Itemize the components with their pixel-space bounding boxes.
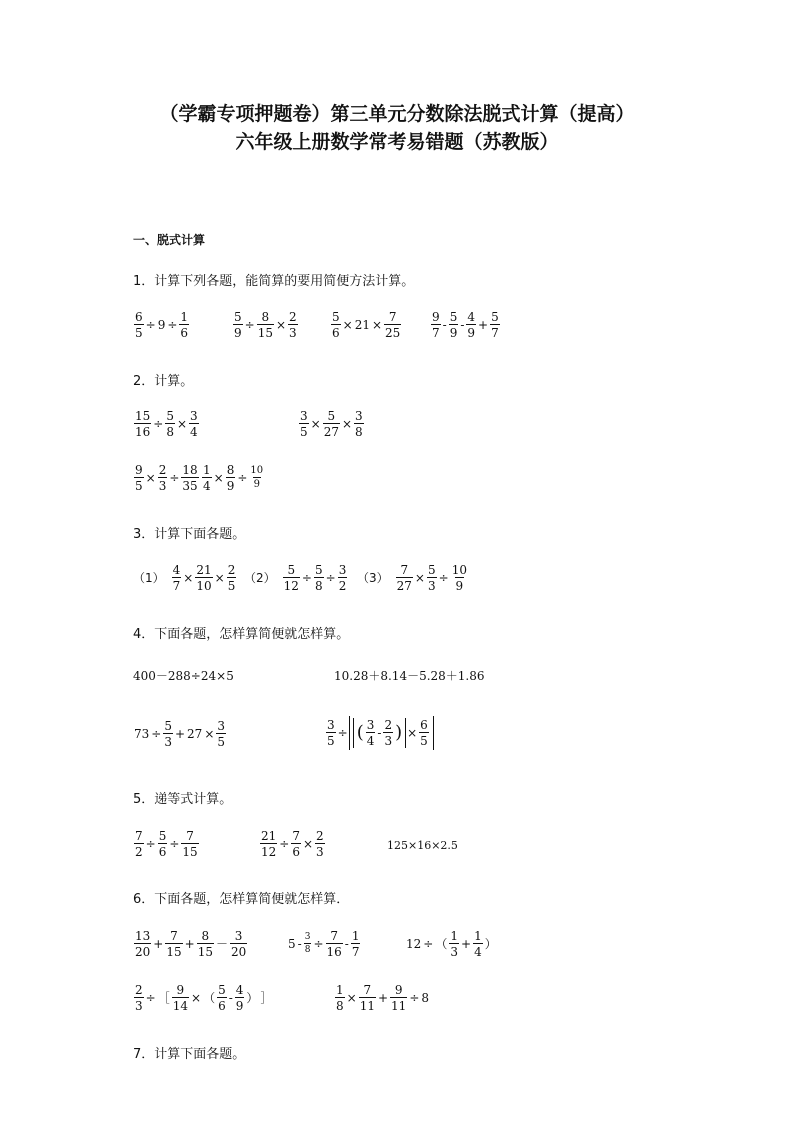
math-symbol: - bbox=[344, 937, 349, 951]
fraction bbox=[235, 984, 245, 1012]
fraction bbox=[134, 464, 144, 492]
fraction bbox=[473, 930, 483, 958]
denominator: 16 bbox=[326, 945, 342, 959]
numerator: 3 bbox=[338, 563, 347, 577]
math-symbol: × bbox=[414, 571, 425, 585]
math-symbol: - bbox=[228, 991, 233, 1005]
numerator: 5 bbox=[491, 310, 499, 324]
fraction bbox=[134, 984, 144, 1012]
q1-expr-3 bbox=[330, 311, 402, 339]
math-symbol: ） bbox=[484, 937, 497, 951]
math-symbol: （2） bbox=[244, 571, 276, 585]
numerator: 10 bbox=[250, 465, 264, 476]
numerator: 1 bbox=[203, 463, 211, 477]
denominator: 8 bbox=[166, 425, 174, 439]
question-7: 7．计算下面各题。 bbox=[133, 1047, 246, 1062]
fraction bbox=[172, 564, 182, 592]
fraction bbox=[134, 311, 144, 339]
q6-expr-1 bbox=[133, 930, 248, 958]
math-symbol: ÷ bbox=[145, 991, 156, 1005]
fraction bbox=[466, 311, 476, 339]
fraction bbox=[134, 410, 151, 438]
fraction bbox=[384, 311, 401, 339]
square-bracket-group bbox=[349, 716, 434, 750]
math-symbol: - bbox=[297, 937, 302, 951]
page-title: （学霸专项押题卷）第三单元分数除法脱式计算（提高） bbox=[159, 103, 635, 125]
fraction bbox=[217, 984, 227, 1012]
math-symbol: ÷ bbox=[153, 417, 164, 431]
numerator: 6 bbox=[420, 718, 428, 732]
denominator: 8 bbox=[314, 579, 323, 593]
fraction bbox=[181, 464, 198, 492]
denominator: 12 bbox=[261, 845, 277, 859]
fraction bbox=[249, 466, 264, 490]
question-3: 3．计算下面各题。 bbox=[133, 527, 246, 542]
denominator: 5 bbox=[135, 326, 143, 340]
math-symbol: ÷ bbox=[169, 471, 180, 485]
math-symbol: ÷ bbox=[237, 471, 248, 485]
numerator: 7 bbox=[388, 310, 397, 324]
numerator: 21 bbox=[196, 563, 212, 577]
denominator: 20 bbox=[135, 945, 151, 959]
numerator: 3 bbox=[366, 718, 375, 732]
numerator: 3 bbox=[327, 718, 335, 732]
numerator: 5 bbox=[166, 409, 174, 423]
fraction bbox=[331, 311, 341, 339]
numerator: 5 bbox=[164, 719, 172, 733]
numerator: 8 bbox=[201, 929, 210, 943]
numerator: 2 bbox=[316, 829, 324, 843]
fraction bbox=[419, 719, 429, 747]
math-symbol: ÷ bbox=[337, 726, 348, 740]
fraction bbox=[490, 311, 500, 339]
denominator: 15 bbox=[197, 945, 213, 959]
fraction bbox=[299, 410, 309, 438]
numerator: 5 bbox=[234, 310, 242, 324]
denominator: 9 bbox=[449, 326, 458, 340]
math-symbol: － bbox=[215, 937, 228, 951]
math-symbol: ÷ bbox=[167, 318, 178, 332]
numerator: 7 bbox=[330, 929, 338, 943]
fraction bbox=[431, 311, 441, 339]
denominator: 2 bbox=[135, 845, 143, 859]
math-symbol: + bbox=[478, 318, 489, 332]
fraction bbox=[134, 830, 144, 858]
math-symbol: ÷ bbox=[313, 937, 324, 951]
fraction bbox=[326, 719, 336, 747]
numerator: 7 bbox=[292, 829, 300, 843]
fraction bbox=[383, 719, 393, 747]
numerator: 7 bbox=[135, 829, 143, 843]
fraction bbox=[288, 311, 298, 339]
numerator: 2 bbox=[289, 310, 297, 324]
denominator: 6 bbox=[158, 845, 167, 859]
fraction bbox=[197, 930, 214, 958]
math-symbol: （1） bbox=[133, 571, 165, 585]
math-symbol: + bbox=[153, 937, 164, 951]
numerator: 3 bbox=[190, 409, 198, 423]
question-5: 5．递等式计算。 bbox=[133, 792, 233, 807]
denominator: 6 bbox=[332, 326, 340, 340]
numerator: 7 bbox=[170, 929, 178, 943]
numerator: 1 bbox=[351, 929, 360, 943]
denominator: 3 bbox=[158, 479, 167, 493]
question-1: 1．计算下列各题，能简算的要用简便方法计算。 bbox=[133, 274, 415, 289]
denominator: 3 bbox=[289, 326, 297, 340]
denominator: 4 bbox=[203, 479, 211, 493]
denominator: 3 bbox=[164, 735, 172, 749]
math-symbol: 21 bbox=[354, 318, 370, 332]
math-symbol: 12 bbox=[406, 937, 422, 951]
question-4: 4．下面各题，怎样算简便就怎样算。 bbox=[133, 627, 350, 642]
numerator: 13 bbox=[135, 929, 151, 943]
denominator: 5 bbox=[227, 579, 236, 593]
numerator: 9 bbox=[432, 310, 440, 324]
denominator: 25 bbox=[385, 326, 401, 340]
denominator: 14 bbox=[172, 999, 188, 1013]
numerator: 2 bbox=[158, 463, 167, 477]
q5-expr-2 bbox=[259, 830, 326, 858]
fraction bbox=[189, 410, 199, 438]
q6-expr-3 bbox=[405, 930, 498, 958]
fraction bbox=[260, 830, 277, 858]
fraction bbox=[335, 984, 345, 1012]
numerator: 5 bbox=[218, 983, 226, 997]
numerator: 15 bbox=[135, 409, 151, 423]
denominator: 8 bbox=[304, 945, 311, 955]
numerator: 1 bbox=[180, 310, 189, 324]
denominator: 11 bbox=[391, 999, 407, 1013]
denominator: 5 bbox=[217, 735, 226, 749]
denominator: 12 bbox=[283, 579, 299, 593]
fraction bbox=[230, 930, 247, 958]
numerator: 2 bbox=[384, 718, 393, 732]
numerator: 1 bbox=[450, 929, 458, 943]
numerator: 5 bbox=[314, 563, 323, 577]
denominator: 6 bbox=[180, 326, 189, 340]
numerator: 10 bbox=[451, 563, 467, 577]
numerator: 7 bbox=[186, 829, 194, 843]
q3-expr-2 bbox=[244, 564, 348, 592]
question-2: 2．计算。 bbox=[133, 374, 194, 389]
fraction bbox=[233, 311, 243, 339]
denominator: 10 bbox=[196, 579, 212, 593]
fraction bbox=[314, 564, 324, 592]
fraction bbox=[291, 830, 301, 858]
math-symbol: 10.28＋8.14－5.28＋1.86 bbox=[334, 669, 485, 683]
denominator: 9 bbox=[467, 326, 476, 340]
fraction bbox=[226, 464, 236, 492]
fraction bbox=[257, 311, 274, 339]
numerator: 4 bbox=[172, 563, 181, 577]
math-symbol: 125×16×2.5 bbox=[387, 839, 458, 852]
math-symbol: ÷ bbox=[301, 571, 312, 585]
math-symbol: ÷ bbox=[145, 318, 156, 332]
math-symbol: ÷ bbox=[325, 571, 336, 585]
fraction bbox=[390, 984, 407, 1012]
math-symbol: × bbox=[371, 318, 383, 332]
q5-expr-1 bbox=[133, 830, 200, 858]
numerator: 9 bbox=[394, 983, 403, 997]
fraction bbox=[172, 984, 189, 1012]
denominator: 4 bbox=[190, 425, 198, 439]
numerator: 3 bbox=[355, 409, 363, 423]
math-symbol: + bbox=[184, 937, 195, 951]
denominator: 20 bbox=[230, 945, 247, 959]
denominator: 9 bbox=[226, 479, 235, 493]
denominator: 8 bbox=[355, 425, 363, 439]
math-symbol: × bbox=[346, 991, 357, 1005]
denominator: 8 bbox=[336, 999, 344, 1013]
fraction bbox=[359, 984, 376, 1012]
denominator: 3 bbox=[384, 734, 393, 748]
denominator: 2 bbox=[338, 579, 347, 593]
section-heading: 一、脱式计算 bbox=[133, 233, 206, 247]
fraction bbox=[354, 410, 364, 438]
numerator: 9 bbox=[176, 983, 185, 997]
numerator: 5 bbox=[427, 563, 436, 577]
denominator: 9 bbox=[235, 999, 244, 1013]
numerator: 5 bbox=[327, 409, 336, 423]
math-symbol: 73 bbox=[134, 727, 150, 741]
math-symbol: × bbox=[341, 417, 353, 431]
fraction bbox=[181, 830, 198, 858]
numerator: 3 bbox=[300, 409, 308, 423]
math-symbol: 8 bbox=[421, 991, 430, 1005]
math-symbol: ÷ bbox=[169, 837, 180, 851]
denominator: 4 bbox=[474, 945, 482, 959]
numerator: 7 bbox=[400, 563, 409, 577]
denominator: 3 bbox=[450, 945, 458, 959]
fraction bbox=[427, 564, 437, 592]
numerator: 2 bbox=[135, 983, 143, 997]
math-symbol: ÷ bbox=[279, 837, 290, 851]
q5-expr-3 bbox=[387, 840, 458, 851]
q6-expr-5 bbox=[334, 984, 430, 1012]
denominator: 9 bbox=[234, 326, 242, 340]
fraction bbox=[134, 930, 151, 958]
numerator: 5 bbox=[332, 310, 340, 324]
denominator: 7 bbox=[432, 326, 440, 340]
numerator: 3 bbox=[304, 932, 311, 942]
fraction bbox=[163, 720, 173, 748]
denominator: 7 bbox=[491, 326, 499, 340]
math-symbol: + bbox=[174, 727, 186, 741]
math-symbol: × bbox=[191, 991, 202, 1005]
numerator: 2 bbox=[227, 563, 236, 577]
math-symbol: × bbox=[213, 471, 224, 485]
math-symbol: × bbox=[204, 727, 215, 741]
fraction bbox=[202, 464, 212, 492]
fraction bbox=[396, 564, 413, 592]
denominator: 16 bbox=[135, 425, 151, 439]
denominator: 3 bbox=[427, 579, 436, 593]
denominator: 5 bbox=[135, 479, 143, 493]
numerator: 18 bbox=[182, 463, 198, 477]
denominator: 15 bbox=[166, 945, 182, 959]
denominator: 7 bbox=[351, 945, 360, 959]
q4-expr-1 bbox=[133, 670, 234, 682]
math-symbol: ( bbox=[356, 722, 364, 743]
q1-expr-1 bbox=[133, 311, 190, 339]
fraction bbox=[158, 464, 168, 492]
math-symbol: （ bbox=[435, 937, 448, 951]
fraction bbox=[351, 930, 361, 958]
numerator: 3 bbox=[234, 929, 243, 943]
denominator: 27 bbox=[396, 579, 412, 593]
denominator: 7 bbox=[172, 579, 181, 593]
q4-expr-4 bbox=[325, 716, 434, 750]
q6-expr-4 bbox=[133, 984, 273, 1012]
q2-expr-4 bbox=[201, 464, 265, 492]
denominator: 9 bbox=[455, 579, 464, 593]
numerator: 3 bbox=[217, 719, 226, 733]
math-symbol: × bbox=[214, 571, 225, 585]
fraction bbox=[158, 830, 168, 858]
q2-expr-2 bbox=[298, 410, 365, 438]
numerator: 21 bbox=[261, 829, 277, 843]
q3-expr-3 bbox=[357, 564, 469, 592]
denominator: 5 bbox=[300, 425, 308, 439]
q2-expr-1 bbox=[133, 410, 200, 438]
math-symbol: ÷ bbox=[409, 991, 420, 1005]
math-symbol: × bbox=[183, 571, 194, 585]
fraction bbox=[165, 930, 182, 958]
fraction bbox=[227, 564, 237, 592]
math-symbol: ） bbox=[246, 991, 259, 1005]
math-symbol: × bbox=[145, 471, 156, 485]
numerator: 5 bbox=[158, 829, 167, 843]
denominator: 4 bbox=[366, 734, 375, 748]
numerator: 8 bbox=[226, 463, 235, 477]
math-symbol: （ bbox=[203, 991, 216, 1005]
fraction bbox=[179, 311, 189, 339]
numerator: 6 bbox=[135, 310, 143, 324]
math-symbol: × bbox=[407, 726, 418, 740]
math-symbol: 27 bbox=[187, 727, 203, 741]
math-symbol: ］ bbox=[260, 991, 273, 1005]
math-symbol: × bbox=[342, 318, 353, 332]
numerator: 4 bbox=[235, 983, 244, 997]
fraction bbox=[216, 720, 226, 748]
q2-expr-3 bbox=[133, 464, 200, 492]
denominator: 3 bbox=[316, 845, 324, 859]
q4-expr-3 bbox=[133, 720, 227, 748]
numerator: 5 bbox=[449, 310, 458, 324]
math-symbol: - bbox=[377, 726, 382, 740]
page-subtitle: 六年级上册数学常考易错题（苏教版） bbox=[235, 131, 559, 153]
fraction bbox=[165, 410, 175, 438]
q6-expr-2 bbox=[287, 930, 361, 958]
math-symbol: 5 bbox=[288, 937, 296, 951]
math-symbol: 400－288÷24×5 bbox=[133, 669, 234, 683]
denominator: 6 bbox=[218, 999, 226, 1013]
denominator: 5 bbox=[327, 734, 335, 748]
fraction bbox=[315, 830, 325, 858]
math-symbol: × bbox=[310, 417, 321, 431]
denominator: 27 bbox=[323, 425, 339, 439]
fraction bbox=[451, 564, 468, 592]
q1-expr-2 bbox=[232, 311, 299, 339]
numerator: 9 bbox=[135, 463, 143, 477]
denominator: 11 bbox=[359, 999, 375, 1013]
numerator: 4 bbox=[467, 310, 476, 324]
math-symbol: ÷ bbox=[438, 571, 449, 585]
numerator: 8 bbox=[261, 310, 270, 324]
numerator: 5 bbox=[287, 563, 296, 577]
math-symbol: ÷ bbox=[244, 318, 255, 332]
denominator: 3 bbox=[135, 999, 143, 1013]
math-symbol: - bbox=[442, 318, 447, 332]
math-symbol: + bbox=[377, 991, 389, 1005]
q1-expr-4 bbox=[430, 311, 501, 339]
fraction bbox=[323, 410, 340, 438]
fraction bbox=[449, 930, 459, 958]
fraction bbox=[304, 933, 312, 955]
numerator: 1 bbox=[336, 983, 344, 997]
math-symbol: ÷ bbox=[423, 937, 434, 951]
fraction bbox=[195, 564, 212, 592]
denominator: 15 bbox=[182, 845, 198, 859]
denominator: 35 bbox=[182, 479, 198, 493]
math-symbol: × bbox=[302, 837, 314, 851]
fraction bbox=[366, 719, 376, 747]
denominator: 9 bbox=[253, 479, 260, 490]
fraction bbox=[283, 564, 300, 592]
fraction bbox=[326, 930, 343, 958]
math-symbol: × bbox=[176, 417, 188, 431]
q3-expr-1 bbox=[133, 564, 237, 592]
q4-expr-2 bbox=[334, 670, 485, 682]
fraction bbox=[338, 564, 348, 592]
math-symbol: ÷ bbox=[151, 727, 162, 741]
denominator: 6 bbox=[292, 845, 300, 859]
math-symbol: ÷ bbox=[145, 837, 156, 851]
question-6: 6．下面各题，怎样算简便就怎样算． bbox=[133, 892, 350, 907]
math-symbol: （3） bbox=[357, 571, 389, 585]
numerator: 1 bbox=[474, 929, 482, 943]
denominator: 15 bbox=[257, 326, 273, 340]
math-symbol: + bbox=[461, 937, 472, 951]
numerator: 7 bbox=[363, 983, 372, 997]
fraction bbox=[449, 311, 459, 339]
math-symbol: ) bbox=[395, 722, 403, 743]
math-symbol: - bbox=[460, 318, 465, 332]
denominator: 5 bbox=[420, 734, 428, 748]
math-symbol: × bbox=[275, 318, 287, 332]
math-symbol: ［ bbox=[157, 991, 170, 1005]
math-symbol: 9 bbox=[157, 318, 166, 332]
